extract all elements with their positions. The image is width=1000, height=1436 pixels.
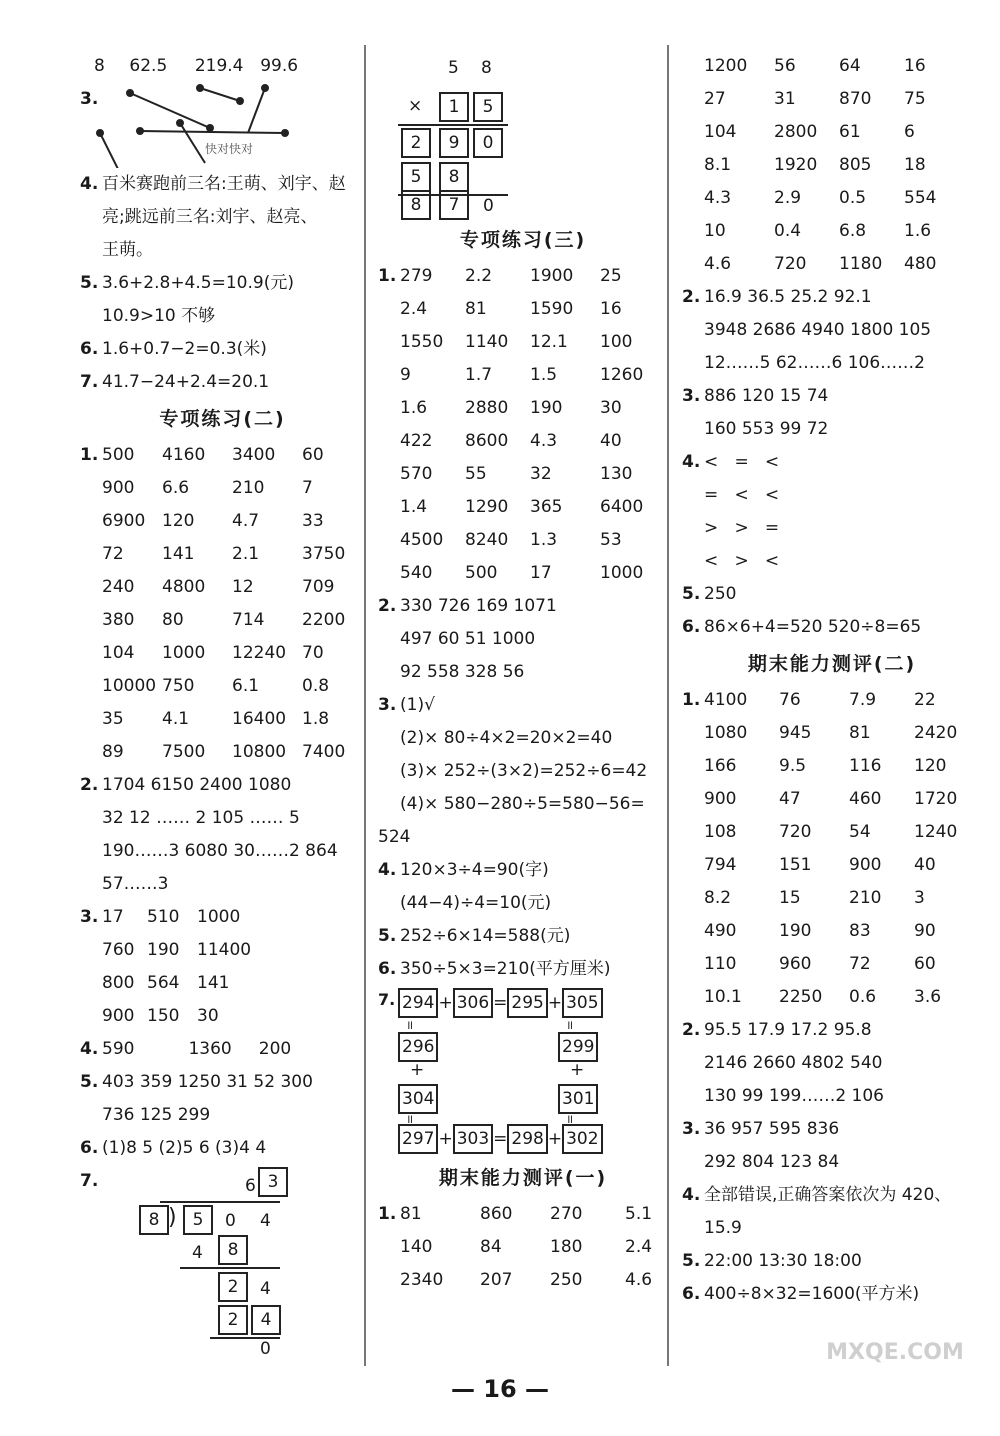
grid-cell: 180 (550, 1237, 583, 1257)
grid-cell: 2.4 (625, 1237, 653, 1257)
grid-cell: 2200 (302, 610, 346, 630)
grid-cell: 0.5 (839, 188, 867, 208)
grid-cell: 140 (400, 1237, 433, 1257)
column-3 (682, 50, 982, 1366)
grid-cell: 960 (779, 954, 812, 974)
grid-cell: 805 (839, 155, 872, 175)
grid-cell: 460 (849, 789, 882, 809)
grid-cell: 190 (530, 398, 563, 418)
answer-line: = < < (704, 485, 780, 505)
grid-cell: 81 (400, 1204, 422, 1224)
long-division: 7. 6 3 8 ) 5 0 4 4 8 2 4 2 4 0 (80, 1165, 365, 1355)
grid-cell: 10.1 (704, 987, 742, 1007)
grid-cell: 900 (102, 478, 135, 498)
grid-cell: 15 (779, 888, 801, 908)
answer-line (80, 538, 365, 571)
grid-cell: 945 (779, 723, 812, 743)
answer-line (682, 882, 982, 915)
grid-cell: 2.2 (465, 266, 493, 286)
grid-cell: 380 (102, 610, 135, 630)
grid-cell: 100 (600, 332, 633, 352)
grid-cell: 1080 (704, 723, 748, 743)
grid-cell: 4.6 (704, 254, 732, 274)
answer-line: (2)× 80÷4×2=20×2=40 (400, 728, 613, 748)
grid-cell: 83 (849, 921, 871, 941)
grid-cell: 1.7 (465, 365, 493, 385)
grid-cell: 1290 (465, 497, 509, 517)
grid-cell: 760 (102, 940, 135, 960)
grid-cell: 120 (162, 511, 195, 531)
answer-line (682, 50, 982, 83)
grid-cell: 720 (774, 254, 807, 274)
grid-cell: 900 (849, 855, 882, 875)
grid-cell: 60 (914, 954, 936, 974)
grid-cell: 709 (302, 577, 335, 597)
grid-cell: 714 (232, 610, 265, 630)
grid-cell: 33 (302, 511, 324, 531)
section-heading: 期末能力测评(一) (438, 1167, 608, 1189)
answer-line: 6. 1.6+0.7−2=0.3(米) (80, 339, 267, 359)
answer-line (682, 816, 982, 849)
answer-line (378, 392, 668, 425)
answer-line (378, 359, 668, 392)
grid-cell: 116 (849, 756, 882, 776)
grid-cell: 10000 (102, 676, 157, 696)
grid-cell: 2.9 (774, 188, 802, 208)
answer-line: 10.9>10 不够 (102, 306, 216, 326)
answer-line: (4)× 580−280÷5=580−56= (400, 794, 645, 814)
answer-line (682, 215, 982, 248)
grid-cell: 16 (600, 299, 622, 319)
answer-line: 3. 36 957 595 836 (682, 1119, 840, 1139)
grid-cell: 1180 (839, 254, 883, 274)
answer-line: 5. 3.6+2.8+4.5=10.9(元) (80, 273, 294, 293)
grid-cell: 422 (400, 431, 433, 451)
answer-line: < > < (704, 551, 780, 571)
answer-line (378, 491, 668, 524)
answer-line (378, 326, 668, 359)
grid-cell: 6900 (102, 511, 146, 531)
answer-line: 497 60 51 1000 (400, 629, 536, 649)
answer-line: 57……3 (102, 874, 169, 894)
grid-cell: 80 (162, 610, 184, 630)
grid-cell: 110 (704, 954, 737, 974)
answer-line: 2. 330 726 169 1071 (378, 596, 557, 616)
grid-cell: 16 (904, 56, 926, 76)
answer-line: 292 804 123 84 (704, 1152, 840, 1172)
grid-cell: 55 (465, 464, 487, 484)
grid-cell: 4.3 (704, 188, 732, 208)
grid-cell: 141 (197, 973, 230, 993)
answer-line: 5. 22:00 13:30 18:00 (682, 1251, 862, 1271)
answer-grid (682, 684, 982, 1014)
answer-line: 15.9 (704, 1218, 742, 1238)
section-heading: 专项练习(二) (159, 408, 286, 430)
grid-cell: 27 (704, 89, 726, 109)
answer-line: 4. 全部错误,正确答案依次为 420、 (682, 1185, 952, 1205)
column-1 (80, 50, 365, 1366)
grid-cell: 8.2 (704, 888, 732, 908)
watermark-logo: MXQE.COM (826, 1340, 964, 1365)
grid-cell: 7 (302, 478, 313, 498)
answer-line (378, 1264, 668, 1297)
answer-line (682, 717, 982, 750)
answer-line: 4. 590 1360 200 (80, 1039, 292, 1059)
grid-cell: 8.1 (704, 155, 732, 175)
grid-cell: 47 (779, 789, 801, 809)
grid-cell: 4800 (162, 577, 206, 597)
grid-cell: 150 (147, 1006, 180, 1026)
grid-cell: 12.1 (530, 332, 568, 352)
grid-cell: 1590 (530, 299, 574, 319)
answer-line: 6. 350÷5×3=210(平方厘米) (378, 959, 611, 979)
grid-cell: 104 (102, 643, 135, 663)
answer-line (378, 425, 668, 458)
grid-cell: 800 (102, 973, 135, 993)
grid-cell: 1.4 (400, 497, 428, 517)
grid-cell: 108 (704, 822, 737, 842)
answer-line (682, 83, 982, 116)
answer-line: 1. 81 860 270 5.1 (378, 1198, 668, 1231)
grid-cell: 1.6 (400, 398, 428, 418)
grid-cell: 1.3 (530, 530, 558, 550)
grid-cell: 6.8 (839, 221, 867, 241)
page-number: — 16 — (450, 1375, 550, 1403)
answer-line (80, 703, 365, 736)
answer-line: 3. 886 120 15 74 (682, 386, 829, 406)
answer-line (80, 604, 365, 637)
answer-line: 3948 2686 4940 1800 105 (704, 320, 932, 340)
grid-cell: 130 (600, 464, 633, 484)
answer-grid (80, 901, 365, 1033)
grid-cell: 1900 (530, 266, 574, 286)
grid-cell: 2.4 (400, 299, 428, 319)
grid-cell: 554 (904, 188, 937, 208)
grid-cell: 54 (849, 822, 871, 842)
grid-cell: 10800 (232, 742, 287, 762)
grid-cell: 17 (530, 563, 552, 583)
grid-cell: 30 (197, 1006, 219, 1026)
answer-line: 3. (1)√ (378, 695, 435, 715)
grid-cell: 9 (400, 365, 411, 385)
grid-cell: 250 (550, 1270, 583, 1290)
grid-cell: 540 (400, 563, 433, 583)
grid-cell: 70 (302, 643, 324, 663)
answer-line: 亮;跳远前三名:刘宇、赵亮、 (102, 207, 318, 227)
grid-cell: 75 (904, 89, 926, 109)
answer-line: 12……5 62……6 106……2 (704, 353, 925, 373)
grid-cell: 2.1 (232, 544, 260, 564)
answer-line: 7. 41.7−24+2.4=20.1 (80, 372, 270, 392)
grid-cell: 12240 (232, 643, 287, 663)
grid-cell: 30 (600, 398, 622, 418)
grid-cell: 35 (102, 709, 124, 729)
answer-line: 1. 500 4160 3400 60 (80, 439, 365, 472)
grid-cell: 40 (914, 855, 936, 875)
grid-cell: 860 (480, 1204, 513, 1224)
grid-cell: 490 (704, 921, 737, 941)
grid-cell: 1.5 (530, 365, 558, 385)
grid-cell: 4500 (400, 530, 444, 550)
grid-cell: 141 (162, 544, 195, 564)
grid-cell: 1240 (914, 822, 958, 842)
grid-cell: 190 (779, 921, 812, 941)
grid-cell: 4100 (704, 690, 748, 710)
answer-line (682, 981, 982, 1014)
grid-cell: 84 (480, 1237, 502, 1257)
grid-cell: 72 (849, 954, 871, 974)
grid-cell: 53 (600, 530, 622, 550)
answer-line (682, 116, 982, 149)
grid-cell: 3 (914, 888, 925, 908)
answer-line: 92 558 328 56 (400, 662, 525, 682)
grid-cell: 1.6 (904, 221, 932, 241)
answer-line (682, 948, 982, 981)
grid-cell: 32 (530, 464, 552, 484)
grid-cell: 900 (102, 1006, 135, 1026)
grid-cell: 40 (600, 431, 622, 451)
grid-cell: 120 (914, 756, 947, 776)
grid-cell: 1000 (197, 907, 241, 927)
answer-grid (378, 1198, 668, 1297)
answer-grid (378, 260, 668, 590)
grid-cell: 270 (550, 1204, 583, 1224)
grid-cell: 2340 (400, 1270, 444, 1290)
grid-cell: 1920 (774, 155, 818, 175)
answer-line (80, 967, 365, 1000)
answer-line: 5. 250 (682, 584, 737, 604)
matching-answer: 3. 快对快对 (80, 83, 365, 168)
grid-cell: 89 (102, 742, 124, 762)
grid-cell: 4.3 (530, 431, 558, 451)
grid-cell: 6400 (600, 497, 644, 517)
grid-cell: 10 (704, 221, 726, 241)
answer-line: 6. 86×6+4=520 520÷8=65 (682, 617, 922, 637)
answer-line (682, 149, 982, 182)
grid-cell: 4.7 (232, 511, 260, 531)
answer-line: (3)× 252÷(3×2)=252÷6=42 (400, 761, 648, 781)
answer-line: 32 12 …… 2 105 …… 5 (102, 808, 300, 828)
answer-line: 190……3 6080 30……2 864 (102, 841, 338, 861)
grid-cell: 500 (102, 445, 135, 465)
answer-line (682, 783, 982, 816)
answer-line: 2. 1704 6150 2400 1080 (80, 775, 292, 795)
grid-cell: 16400 (232, 709, 287, 729)
grid-cell: 870 (839, 89, 872, 109)
grid-cell: 151 (779, 855, 812, 875)
grid-cell: 81 (849, 723, 871, 743)
grid-cell: 210 (232, 478, 265, 498)
grid-cell: 61 (839, 122, 861, 142)
grid-cell: 2880 (465, 398, 509, 418)
grid-cell: 1200 (704, 56, 748, 76)
answer-line: 524 (378, 827, 411, 847)
grid-cell: 279 (400, 266, 433, 286)
grid-cell: 104 (704, 122, 737, 142)
grid-cell: 2420 (914, 723, 958, 743)
grid-cell: 0.4 (774, 221, 802, 241)
grid-cell: 480 (904, 254, 937, 274)
grid-cell: 90 (914, 921, 936, 941)
grid-cell: 570 (400, 464, 433, 484)
grid-cell: 0.6 (849, 987, 877, 1007)
grid-cell: 5.1 (625, 1204, 653, 1224)
column-2 (378, 50, 668, 1366)
grid-cell: 1000 (162, 643, 206, 663)
grid-cell: 18 (904, 155, 926, 175)
grid-cell: 6.1 (232, 676, 260, 696)
grid-cell: 7500 (162, 742, 206, 762)
answer-line (378, 524, 668, 557)
answer-line: (44−4)÷4=10(元) (400, 893, 552, 913)
grid-cell: 4.1 (162, 709, 190, 729)
grid-cell: 4.6 (625, 1270, 653, 1290)
answer-line: 2. 16.9 36.5 25.2 92.1 (682, 287, 872, 307)
grid-cell: 1000 (600, 563, 644, 583)
grid-cell: 81 (465, 299, 487, 319)
grid-cell: 8600 (465, 431, 509, 451)
grid-cell: 190 (147, 940, 180, 960)
answer-line (682, 750, 982, 783)
answer-line: 3. 17 510 1000 (80, 901, 365, 934)
grid-cell: 207 (480, 1270, 513, 1290)
answer-line (682, 182, 982, 215)
answer-line (378, 557, 668, 590)
grid-cell: 1.8 (302, 709, 330, 729)
answer-line: 8 62.5 219.4 99.6 (94, 56, 299, 76)
grid-cell: 8240 (465, 530, 509, 550)
answer-line: 736 125 299 (102, 1105, 211, 1125)
answer-line: > > = (704, 518, 780, 538)
grid-cell: 60 (302, 445, 324, 465)
grid-cell: 25 (600, 266, 622, 286)
answer-line: 2. 95.5 17.9 17.2 95.8 (682, 1020, 872, 1040)
grid-cell: 1550 (400, 332, 444, 352)
grid-cell: 510 (147, 907, 180, 927)
answer-line: 130 99 199……2 106 (704, 1086, 885, 1106)
answer-line (682, 915, 982, 948)
answer-line: 160 553 99 72 (704, 419, 829, 439)
grid-cell: 2800 (774, 122, 818, 142)
grid-cell: 0.8 (302, 676, 330, 696)
grid-cell: 750 (162, 676, 195, 696)
grid-cell: 564 (147, 973, 180, 993)
answer-line: 5. 403 359 1250 31 52 300 (80, 1072, 313, 1092)
grid-cell: 1260 (600, 365, 644, 385)
grid-cell: 365 (530, 497, 563, 517)
answer-line (80, 637, 365, 670)
grid-cell: 720 (779, 822, 812, 842)
answer-line (80, 571, 365, 604)
answer-grid (80, 439, 365, 769)
answer-line: 5. 252÷6×14=588(元) (378, 926, 571, 946)
grid-cell: 64 (839, 56, 861, 76)
grid-cell: 7.9 (849, 690, 877, 710)
grid-cell: 31 (774, 89, 796, 109)
answer-line (682, 248, 982, 281)
answer-line: 王萌。 (102, 240, 153, 260)
answer-line (682, 849, 982, 882)
answer-line: 1. 279 2.2 1900 25 (378, 260, 668, 293)
grid-cell: 22 (914, 690, 936, 710)
vertical-multiplication: 5 8 × 1 5 2 9 0 5 8 8 7 0 (378, 50, 668, 220)
answer-line: 4. 百米赛跑前三名:王萌、刘宇、赵 (80, 174, 346, 194)
answer-line: 2146 2660 4802 540 (704, 1053, 883, 1073)
grid-cell: 72 (102, 544, 124, 564)
grid-cell: 9.5 (779, 756, 807, 776)
grid-cell: 3.6 (914, 987, 942, 1007)
grid-cell: 900 (704, 789, 737, 809)
answer-line (80, 505, 365, 538)
grid-cell: 7400 (302, 742, 346, 762)
answer-line (378, 458, 668, 491)
grid-cell: 240 (102, 577, 135, 597)
grid-cell: 76 (779, 690, 801, 710)
grid-cell: 166 (704, 756, 737, 776)
answer-line: 1. 4100 76 7.9 22 (682, 684, 982, 717)
answer-line (80, 1000, 365, 1033)
equation-grid: 7. 294 + 306 = 295 + 305 ॥ ॥ 296 299 + + 304 301 ॥ ॥ 297 + 303 = 298 + 302 (378, 986, 668, 1146)
section-heading: 期末能力测评(二) (747, 653, 917, 675)
grid-cell: 4160 (162, 445, 206, 465)
grid-cell: 6.6 (162, 478, 190, 498)
grid-cell: 56 (774, 56, 796, 76)
grid-cell: 210 (849, 888, 882, 908)
answer-line (378, 1231, 668, 1264)
answer-line: 6. 400÷8×32=1600(平方米) (682, 1284, 920, 1304)
answer-line: 6. (1)8 5 (2)5 6 (3)4 4 (80, 1138, 267, 1158)
answer-line (80, 670, 365, 703)
grid-cell: 2250 (779, 987, 823, 1007)
grid-cell: 12 (232, 577, 254, 597)
grid-cell: 11400 (197, 940, 252, 960)
grid-cell: 1140 (465, 332, 509, 352)
section-heading: 专项练习(三) (459, 229, 587, 251)
grid-cell: 17 (102, 907, 124, 927)
grid-cell: 794 (704, 855, 737, 875)
grid-cell: 3400 (232, 445, 276, 465)
grid-cell: 500 (465, 563, 498, 583)
grid-cell: 6 (904, 122, 915, 142)
answer-line (80, 472, 365, 505)
answer-grid (682, 50, 982, 281)
grid-cell: 3750 (302, 544, 346, 564)
answer-line: 4. 120×3÷4=90(字) (378, 860, 549, 880)
answer-line (378, 293, 668, 326)
answer-line: 4. < = < (682, 452, 780, 472)
answer-line (80, 736, 365, 769)
grid-cell: 1720 (914, 789, 958, 809)
answer-line (80, 934, 365, 967)
